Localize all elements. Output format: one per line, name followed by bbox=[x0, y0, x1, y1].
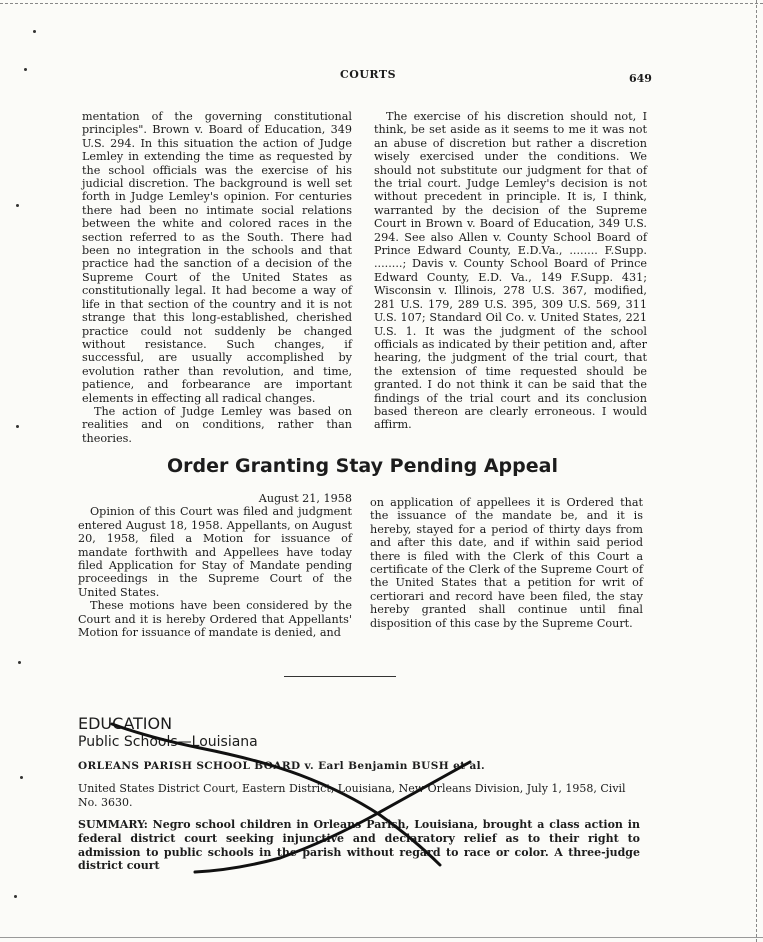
opinion-paragraph: The action of Judge Lemley was based on realities and on conditions, rather than theories. bbox=[82, 404, 352, 445]
margin-speck bbox=[18, 661, 21, 664]
order-heading: Order Granting Stay Pending Appeal bbox=[167, 455, 558, 477]
margin-speck bbox=[20, 776, 23, 779]
summary-label: SUMMARY: bbox=[78, 818, 148, 831]
opinion-paragraph: The exercise of his discretion should not, I think, be set aside as it seems to me it was not an abuse of discretion but rather a discretion wisely exercised under the conditions. We should not substitute our judgment for that of the trial court. Judge Lemley's decision is not without precedent in principle. It is, I think, warranted by the decision of the Supreme Court in Brown v. Board of Education, 349 U.S. 294. See also Allen v. County School Board of Prince Edward County, E.D.Va., ........ F.Supp. ........; Davis v. County School Board of Prince Edward County, E.D. Va., 149 F.Supp. 431; Wisconsin v. Illinois, 278 U.S. 367, modified, 281 U.S. 179, 289 U.S. 395, 309 U.S. 569, 311 U.S. 107; Standard Oil Co. v. United States, 221 U.S. 1. It was the judgment of the school officials as indicated by their petition and, after hearing, the judgment of the trial court, that the extension of time requested should be granted. I do not think it can be said that the findings of the trial court and its conclusion based thereon are clearly erroneous. I would affirm. bbox=[374, 110, 647, 432]
page-edge-bottom bbox=[0, 937, 763, 938]
page-edge-top bbox=[0, 3, 763, 4]
case-topic: EDUCATION bbox=[78, 714, 173, 733]
case-subtopic: Public Schools—Louisiana bbox=[78, 734, 258, 750]
margin-speck bbox=[24, 68, 27, 71]
opinion-paragraph: mentation of the governing constitutional principles". Brown v. Board of Education, 349 U.S. 294. In this situation the action of Judge Lemley in extending the time as requested by the school officials was the exercise of his judicial discretion. The background is well set forth in Judge Lemley's opinion. For centuries there had been no intimate social relations between the white and colored races in the section referred to as the South. There had been no integration in the schools and that practice had the sanction of a decision of the Supreme Court of the United States as constitutionally legal. It had become a way of life in that section of the country and it is not strange that this long-established, cherished practice could not suddenly be changed without resistance. Such changes, if successful, are usually accomplished by evolution rather than revolution, and time, patience, and forbearance are important elements in effecting all radical changes. bbox=[82, 110, 352, 405]
court-info: United States District Court, Eastern District, Louisiana, New Orleans Division, July 1, 1958, Civil No. 3630. bbox=[78, 782, 626, 809]
case-summary bbox=[78, 818, 640, 873]
opinion-right-column bbox=[374, 110, 647, 432]
margin-speck bbox=[14, 895, 17, 898]
order-date: August 21, 1958 bbox=[258, 492, 352, 505]
opinion-left-column bbox=[82, 110, 352, 445]
running-head: COURTS bbox=[340, 68, 397, 81]
order-paragraph: on application of appellees it is Ordered that the issuance of the mandate be, and it is hereby, stayed for a period of thirty days from and after this date, and if within said period there is filed with the Clerk of this Court a certificate of the Clerk of the Supreme Court of the United States that a petition for writ of certiorari and record have been filed, the stay hereby granted shall continue until final disposition of this case by the Supreme Court. bbox=[370, 496, 643, 630]
case-caption: ORLEANS PARISH SCHOOL BOARD v. Earl Benjamin BUSH et al. bbox=[78, 760, 486, 772]
order-right-column bbox=[370, 496, 643, 630]
order-paragraph: Opinion of this Court was filed and judgment entered August 18, 1958. Appellants, on August 20, 1958, filed a Motion for issuance of mandate forthwith and Appellees have today filed Application for Stay of Mandate pending proceedings in the Supreme Court of the United States. bbox=[78, 505, 352, 599]
margin-speck bbox=[33, 30, 36, 33]
margin-speck bbox=[16, 425, 19, 428]
order-paragraph: These motions have been considered by the Court and it is hereby Ordered that Appellants' Motion for issuance of mandate is denied, and bbox=[78, 599, 352, 640]
order-left-column bbox=[78, 492, 352, 639]
summary-text: Negro school children in Orleans Parish, Louisiana, brought a class action in federal district court seeking injunctive and declaratory relief as to their right to admission to public schools in the parish without regard to race or color. A three-judge district court bbox=[78, 818, 640, 873]
margin-speck bbox=[16, 204, 19, 207]
page-edge-right bbox=[756, 0, 757, 942]
page-number: 649 bbox=[629, 72, 652, 85]
section-divider bbox=[284, 676, 396, 677]
